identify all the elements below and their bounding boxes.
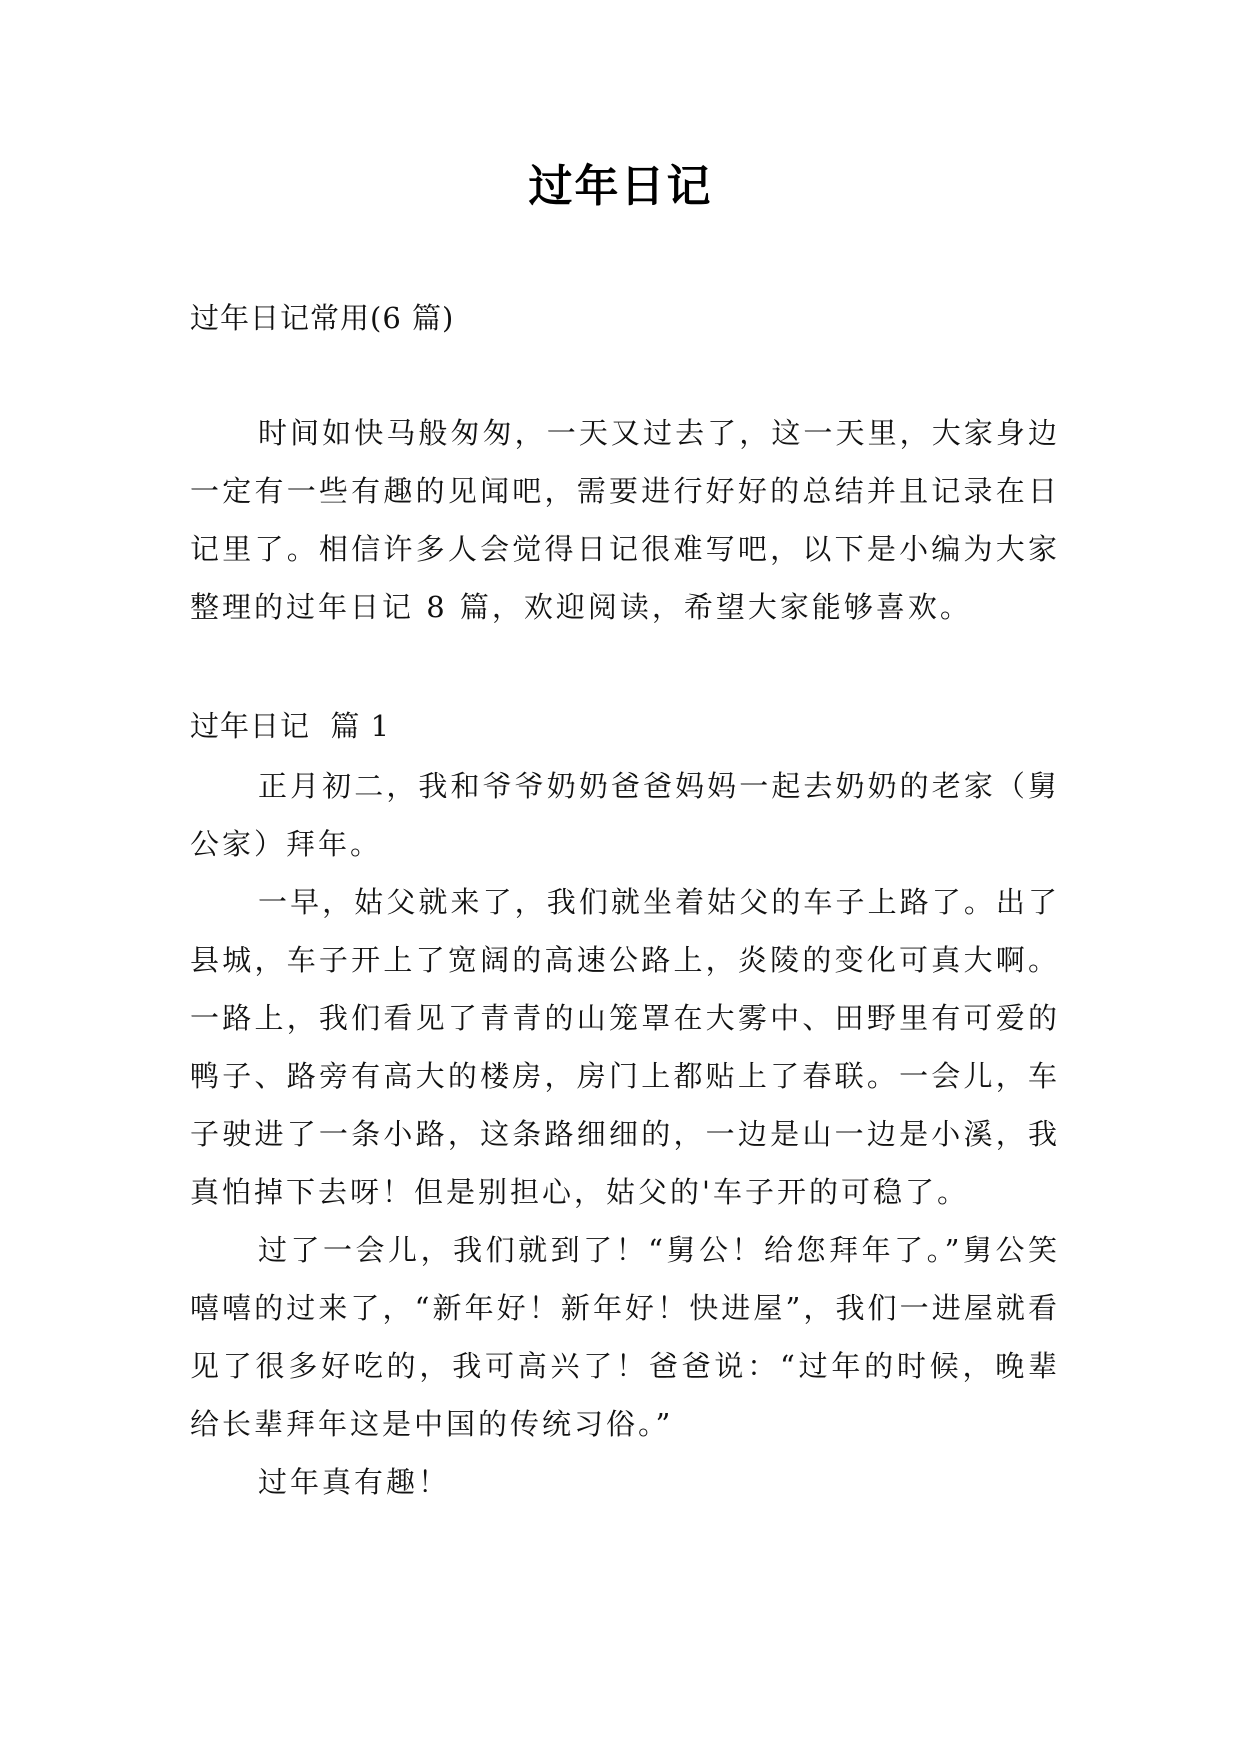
intro-paragraph: 时间如快马般匆匆，一天又过去了，这一天里，大家身边一定有一些有趣的见闻吧，需要进行好好的总结并且记录在日记里了。相信许多人会觉得日记很难写吧，以下是小编为大家整理的过年日记 8 篇，欢迎阅读，希望大家能够喜欢。	[190, 416, 1060, 624]
section-body	[190, 757, 1060, 1511]
document-subtitle: 过年日记常用(6 篇)	[190, 301, 455, 335]
section-title: 过年日记 篇 1	[190, 709, 391, 743]
body-paragraph: 过了一会儿，我们就到了！“舅公！给您拜年了。”舅公笑嘻嘻的过来了，“新年好！新年好！快进屋”，我们一进屋就看见了很多好吃的，我可高兴了！爸爸说：“过年的时候，晚辈给长辈拜年这是中国的传统习俗。”	[190, 1233, 1060, 1441]
page-title: 过年日记	[528, 161, 713, 212]
body-paragraph: 正月初二，我和爷爷奶奶爸爸妈妈一起去奶奶的老家（舅公家）拜年。	[190, 769, 1060, 861]
body-paragraph: 过年真有趣！	[258, 1465, 451, 1499]
body-paragraph: 一早，姑父就来了，我们就坐着姑父的车子上路了。出了县城，车子开上了宽阔的高速公路上，炎陵的变化可真大啊。一路上，我们看见了青青的山笼罩在大雾中、田野里有可爱的鸭子、路旁有高大的楼房，房门上都贴上了春联。一会儿，车子驶进了一条小路，这条路细细的，一边是山一边是小溪，我真怕掉下去呀！但是别担心，姑父的'车子开的可稳了。	[190, 885, 1060, 1209]
